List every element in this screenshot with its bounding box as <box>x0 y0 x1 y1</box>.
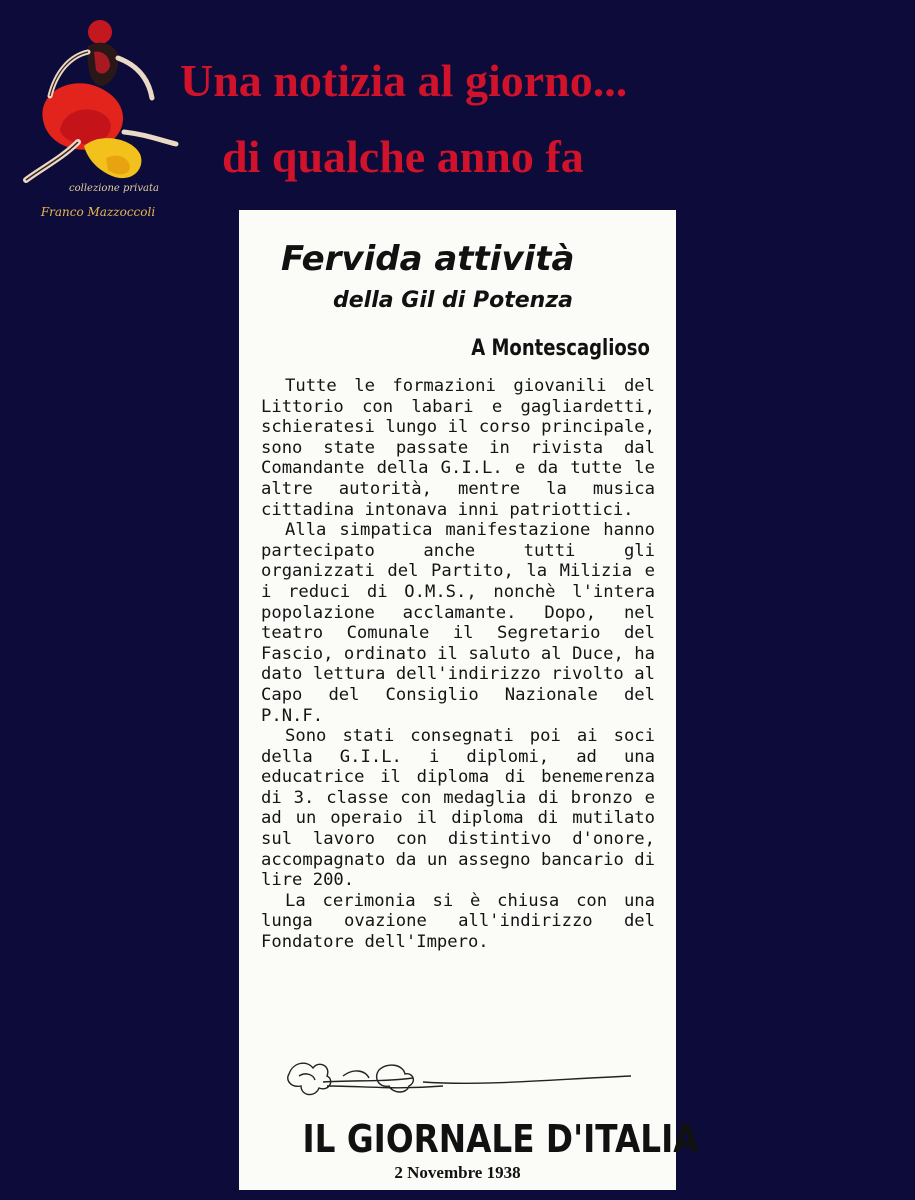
article-body <box>261 376 655 953</box>
article-paragraph: La cerimonia si è chiusa con una lunga ovazione all'indirizzo del Fondatore dell'Impero. <box>261 890 655 953</box>
headline-line-1: Una notizia al giorno... <box>180 55 628 106</box>
flower-divider-icon <box>283 1056 633 1106</box>
headline-line-2: di qualche anno fa <box>222 131 584 182</box>
collection-logo <box>14 12 194 224</box>
article-paragraph: Tutte le formazioni giovanili del Littorio con labari e gagliardetti, schieratesi lungo il corso principale, sono state passate in rivista dal Comandante della G.I.L. e da tutte le altre autorità, mentre la musica cittadina intonava inni patriottici. <box>261 376 655 520</box>
article-paragraph: Sono stati consegnati poi ai soci della G.I.L. i diplomi, ad una educatrice il diploma di benemerenza di 3. classe con medaglia di bronzo e ad un operaio il diploma di mutilato sul lavoro con distintivo d'onore, accompagnato da un assegno bancario di lire 200. <box>261 726 655 891</box>
dancer-illustration <box>14 12 194 187</box>
article-title: Fervida attività <box>281 239 575 279</box>
article-location: A Montescaglioso <box>471 336 650 361</box>
article-paragraph: Alla simpatica manifestazione hanno partecipato anche tutti gli organizzati del Partito, la Milizia e i reduci di O.M.S., nonchè l'intera popolazione acclamante. Dopo, nel teatro Comunale il Segretario del Fascio, ordinato il saluto al Duce, ha dato lettura dell'indirizzo rivolto al Capo del Consiglio Nazionale del P.N.F. <box>261 520 655 726</box>
newspaper-masthead: IL GIORNALE D'ITALIA <box>302 1117 699 1161</box>
publication-date: 2 Novembre 1938 <box>394 1163 521 1182</box>
newspaper-clipping <box>239 210 699 1190</box>
article-subtitle: della Gil di Potenza <box>333 288 573 313</box>
logo-caption-collection: collezione privata <box>69 183 159 194</box>
logo-caption-author: Franco Mazzoccoli <box>40 205 156 219</box>
